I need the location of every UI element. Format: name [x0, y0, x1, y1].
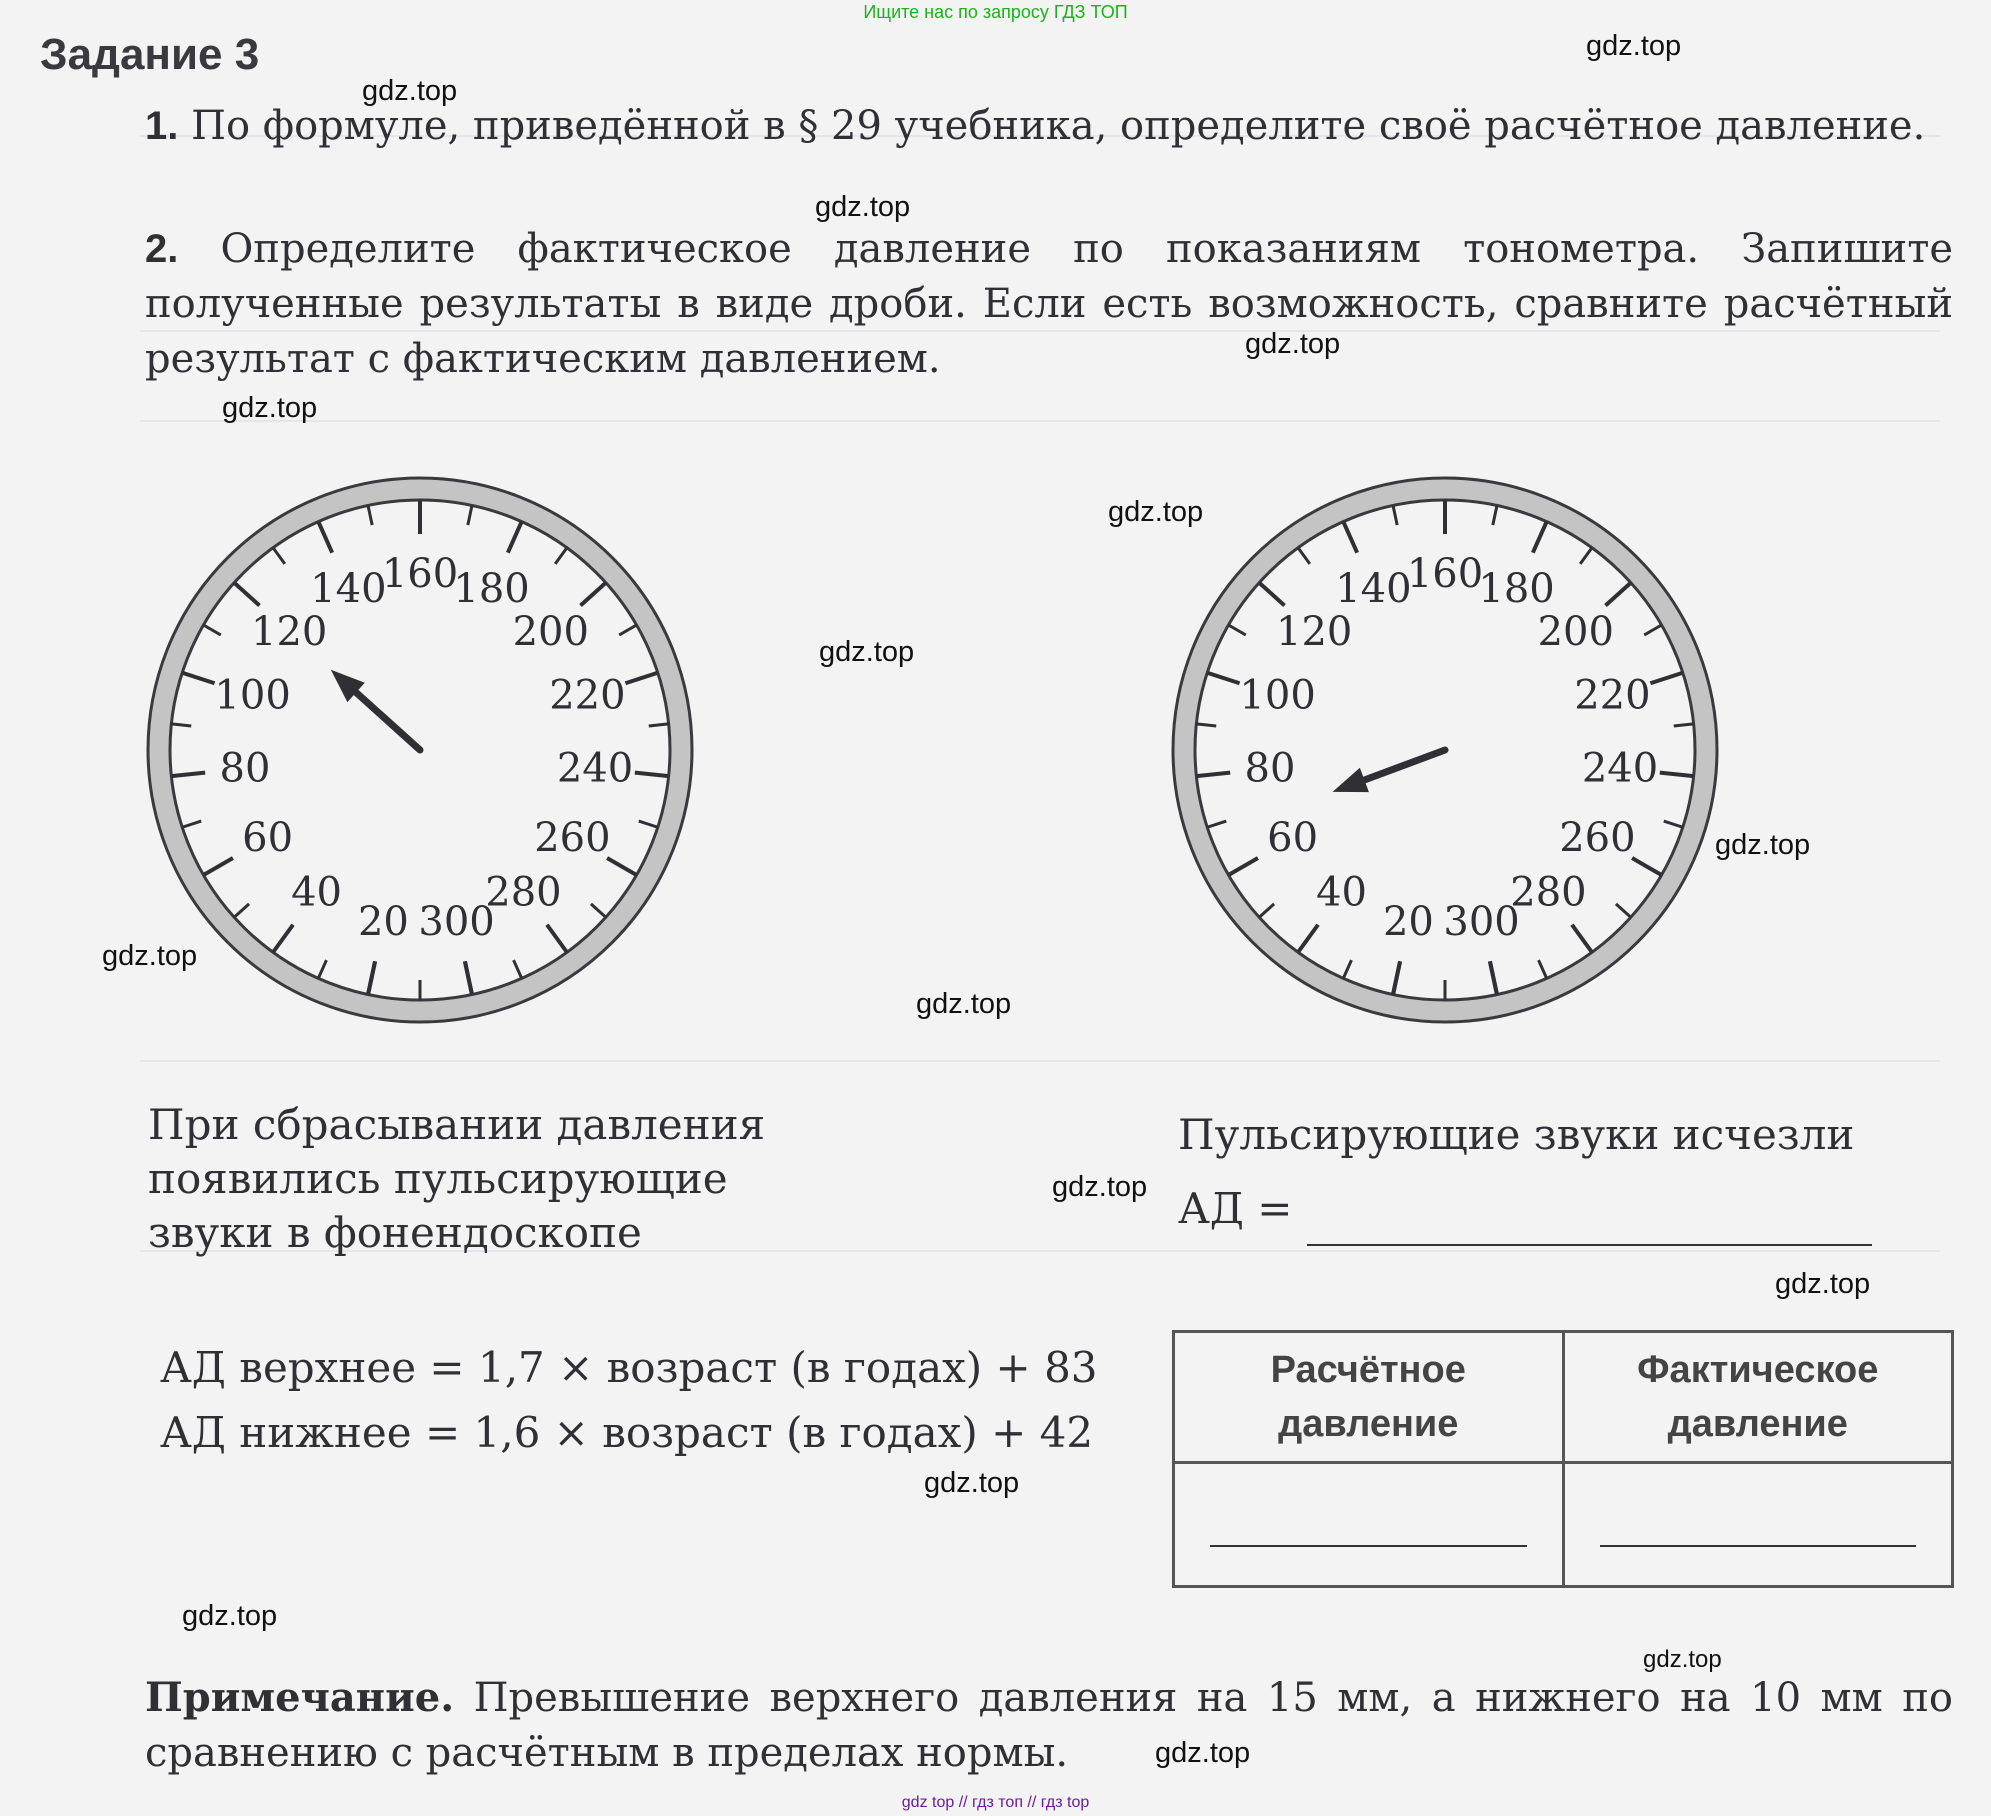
dial-tick	[635, 773, 669, 777]
watermark: gdz.top	[362, 75, 458, 107]
dial-tick	[1259, 583, 1284, 606]
dial-scale-label: 80	[1244, 745, 1296, 792]
dial-scale-label: 240	[556, 745, 634, 792]
dial-scale-label: 20	[1382, 899, 1434, 946]
dial-tick	[318, 522, 332, 553]
dial-tick	[1632, 858, 1661, 875]
pressure-comparison-table	[1172, 1330, 1954, 1588]
item-text: По формуле, приведённой в § 29 учебника, определите своё расчётное давление.	[191, 103, 1926, 149]
dial-tick	[203, 625, 220, 635]
dial-tick	[625, 673, 657, 684]
dial-scale-label: 180	[1478, 566, 1555, 613]
caption-line: При сбрасывании давления	[148, 1100, 766, 1149]
dial-scale-label: 200	[1537, 609, 1614, 656]
dial-tick	[1664, 821, 1683, 827]
watermark: gdz.top	[815, 191, 911, 223]
caption-line: Пульсирующие звуки исчезли	[1178, 1110, 1855, 1159]
dial-tick	[1343, 960, 1351, 978]
watermark: gdz.top	[1586, 30, 1682, 62]
dial-scale-label: 180	[453, 566, 530, 613]
tonometer-dial-right	[1165, 470, 1725, 1030]
dial-tick	[468, 505, 472, 525]
dial-needle	[356, 692, 420, 750]
ad-row	[1178, 1172, 1872, 1246]
dial-scale-label: 300	[1443, 899, 1520, 946]
dial-tick	[1616, 904, 1631, 917]
dial-tick	[1298, 925, 1318, 953]
dial-scale-label: 80	[219, 745, 271, 792]
watermark: gdz.top	[819, 636, 915, 668]
dial-tick	[1298, 548, 1310, 564]
header-calculated: Расчётное давление	[1174, 1332, 1564, 1463]
dial-tick	[182, 673, 214, 684]
dial-tick	[1606, 583, 1631, 606]
dial-tick	[1644, 625, 1661, 635]
watermark: gdz.top	[222, 392, 318, 424]
note	[145, 1670, 1953, 1781]
dial-svg	[1165, 470, 1725, 1030]
watermark: gdz.top	[1155, 1737, 1251, 1769]
calculated-answer-cell[interactable]	[1174, 1463, 1564, 1587]
dial-scale-label: 60	[242, 815, 294, 861]
dial-tick	[619, 625, 636, 635]
watermark: gdz.top	[1643, 1646, 1722, 1673]
actual-answer-cell[interactable]	[1563, 1463, 1953, 1587]
dial-tick	[581, 583, 606, 606]
dial-tick	[547, 925, 567, 953]
dial-scale-label: 60	[1267, 815, 1319, 861]
dial-scale-label: 300	[418, 899, 495, 946]
dial-tick	[234, 904, 249, 917]
watermark: gdz.top	[102, 940, 198, 972]
dial-tick	[234, 583, 259, 606]
dial-tick	[639, 821, 658, 827]
dial-tick	[368, 505, 372, 525]
dial-tick	[1207, 821, 1226, 827]
watermark: gdz.top	[182, 1600, 278, 1632]
dial-tick	[591, 904, 606, 917]
caption-line: появились пульсирующие	[148, 1154, 728, 1203]
dial-scale-label: 280	[485, 869, 562, 916]
dial-scale-label: 260	[1559, 815, 1636, 861]
right-caption	[1178, 1098, 1872, 1246]
dial-scale-label: 100	[1239, 672, 1316, 719]
dial-scale-label: 140	[310, 566, 387, 613]
dial-tick	[171, 773, 205, 777]
dial-tick	[514, 960, 522, 978]
dial-tick	[1674, 724, 1694, 726]
dial-scale-label: 220	[1574, 672, 1651, 719]
caption-line: звуки в фонендоскопе	[148, 1208, 642, 1257]
dial-tick	[182, 821, 201, 827]
dial-scale-label: 40	[1316, 869, 1368, 916]
left-caption	[148, 1098, 765, 1260]
dial-tick	[1572, 925, 1592, 953]
dial-tick	[1228, 858, 1257, 875]
dial-tick	[1490, 961, 1497, 994]
dial-scale-label: 120	[1276, 609, 1353, 656]
dial-scale-label: 260	[534, 815, 611, 861]
dial-tick	[1493, 505, 1497, 525]
dial-tick	[649, 724, 669, 726]
item-number: 2.	[145, 227, 179, 271]
dial-tick	[1533, 522, 1547, 553]
dial-tick	[1580, 548, 1592, 564]
dial-tick	[1393, 961, 1400, 994]
watermark: gdz.top	[1715, 829, 1811, 861]
dial-tick	[368, 961, 375, 994]
watermark: gdz.top	[924, 1467, 1020, 1499]
dial-tick	[1660, 773, 1694, 777]
dial-tick	[508, 522, 522, 553]
dial-tick	[1228, 625, 1245, 635]
dial-tick	[465, 961, 472, 994]
item-text: Определите фактическое давление по показаниям тонометра. Запишите полученные результаты в виде дроби. Если есть возможность, сравните расчётный результат с фактическим давлением.	[145, 226, 1954, 382]
watermark: gdz.top	[916, 988, 1012, 1020]
dial-tick	[273, 548, 285, 564]
task-item-2	[145, 222, 1953, 387]
ad-answer-blank[interactable]	[1307, 1194, 1872, 1246]
task-item-1	[145, 99, 1953, 154]
dial-scale-label: 100	[214, 672, 291, 719]
formula-lower: АД нижнее = 1,6 × возраст (в годах) + 42	[160, 1408, 1094, 1457]
dial-tick	[203, 858, 232, 875]
dial-tick	[607, 858, 636, 875]
formula-upper: АД верхнее = 1,7 × возраст (в годах) + 83	[160, 1343, 1098, 1392]
dial-scale-label: 20	[357, 899, 409, 946]
ad-label: АД =	[1178, 1184, 1293, 1233]
dial-scale-label: 280	[1510, 869, 1587, 916]
item-number: 1.	[145, 104, 179, 148]
dial-scale-label: 40	[291, 869, 343, 916]
dial-tick	[1343, 522, 1357, 553]
tonometer-dial-left	[140, 470, 700, 1030]
dial-tick	[1539, 960, 1547, 978]
dial-scale-label: 200	[512, 609, 589, 656]
background-rule	[140, 420, 1940, 422]
header-actual: Фактическое давление	[1563, 1332, 1953, 1463]
dial-scale-label: 220	[549, 672, 626, 719]
dial-tick	[1207, 673, 1239, 684]
dial-tick	[171, 724, 191, 726]
dial-svg	[140, 470, 700, 1030]
dial-tick	[1650, 673, 1682, 684]
dial-needle	[1364, 750, 1445, 780]
task-title: Задание 3	[40, 30, 260, 79]
watermark: gdz.top	[1245, 328, 1341, 360]
dial-tick	[273, 925, 293, 953]
background-rule	[140, 1060, 1940, 1062]
watermark: gdz.top	[1775, 1268, 1871, 1300]
dial-scale-label: 160	[381, 551, 459, 597]
note-text: Превышение верхнего давления на 15 мм, а нижнего на 10 мм по сравнению с расчётным в пределах нормы.	[145, 1675, 1953, 1776]
dial-tick	[1259, 904, 1274, 917]
footer-links[interactable]: gdz top // гдз топ // гдз top	[901, 1794, 1090, 1811]
dial-tick	[1196, 724, 1216, 726]
dial-tick	[1196, 773, 1230, 777]
watermark: gdz.top	[1052, 1171, 1148, 1203]
dial-tick	[318, 960, 326, 978]
answer-line	[1600, 1545, 1917, 1547]
note-label: Примечание.	[145, 1674, 455, 1721]
dial-scale-label: 160	[1406, 551, 1484, 597]
dial-tick	[1393, 505, 1397, 525]
dial-tick	[555, 548, 567, 564]
watermark: gdz.top	[1108, 496, 1204, 528]
dial-scale-label: 120	[251, 609, 328, 656]
dial-scale-label: 240	[1581, 745, 1659, 792]
answer-line	[1210, 1545, 1527, 1547]
dial-needle-arrowhead	[1333, 768, 1369, 792]
dial-scale-label: 140	[1335, 566, 1412, 613]
search-banner[interactable]: Ищите нас по запросу ГДЗ ТОП	[863, 2, 1128, 22]
